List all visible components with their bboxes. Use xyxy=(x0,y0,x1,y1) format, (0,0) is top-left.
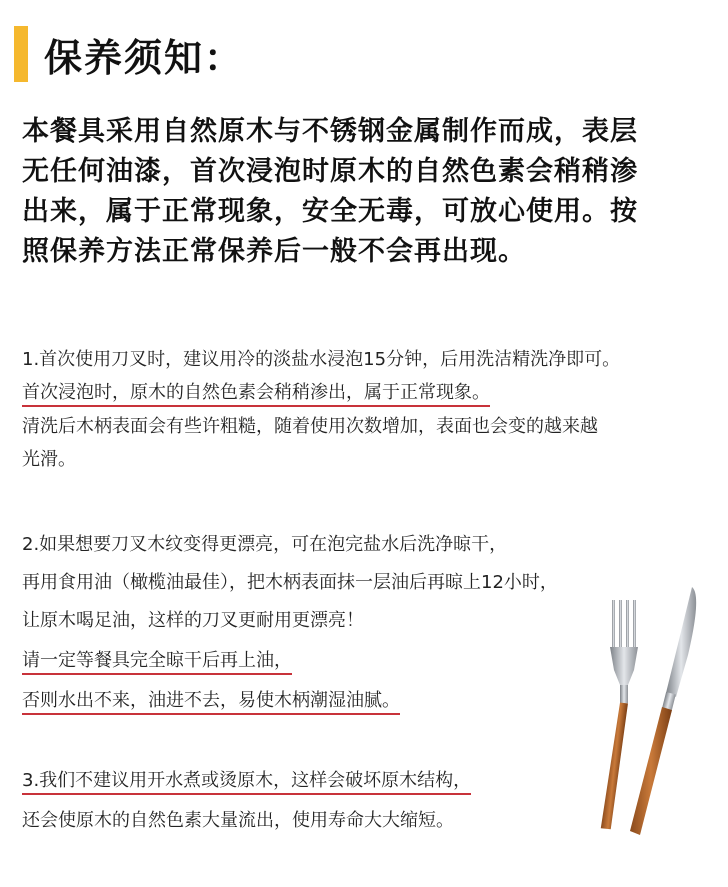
intro-line: 无任何油漆，首次浸泡时原木的自然色素会稍稍渗 xyxy=(22,156,638,187)
intro-line: 照保养方法正常保养后一般不会再出现。 xyxy=(22,236,526,267)
intro-line: 本餐具采用自然原木与不锈钢金属制作而成，表层 xyxy=(22,116,638,147)
section1-line3: 清洗后木柄表面会有些许粗糙，随着使用次数增加，表面也会变的越来越 xyxy=(22,416,598,437)
section2-line5-text: 否则水出不来，油进不去，易使木柄潮湿油腻。 xyxy=(22,690,400,715)
section2-line2: 再用食用油（橄榄油最佳），把木柄表面抹一层油后再晾上12小时， xyxy=(22,572,558,593)
intro-line: 出来，属于正常现象，安全无毒，可放心使用。按 xyxy=(22,196,638,227)
section3-line1-text: 3.我们不建议用开水煮或烫原木，这样会破坏原木结构， xyxy=(22,770,471,795)
section1-line2-text: 首次浸泡时，原木的自然色素会稍稍渗出，属于正常现象。 xyxy=(22,382,490,407)
knife-icon xyxy=(630,587,696,835)
section2-line5 xyxy=(22,686,400,712)
section2-line1: 2.如果想要刀叉木纹变得更漂亮，可在泡完盐水后洗净晾干， xyxy=(22,534,508,555)
section1-line4: 光滑。 xyxy=(22,449,76,470)
section2-line4-text: 请一定等餐具完全晾干后再上油， xyxy=(22,650,292,675)
section3-line1 xyxy=(22,766,471,792)
section2-line4 xyxy=(22,646,292,672)
section1-line1: 1.首次使用刀叉时，建议用冷的淡盐水浸泡15分钟，后用洗洁精洗净即可。 xyxy=(22,349,621,370)
section1-line2 xyxy=(22,378,490,404)
fork-icon xyxy=(601,600,638,830)
section3-line2: 还会使原木的自然色素大量流出，使用寿命大大缩短。 xyxy=(22,810,454,831)
title-block xyxy=(14,26,244,82)
fork-knife-illustration xyxy=(590,585,710,845)
section2-line3: 让原木喝足油，这样的刀叉更耐用更漂亮！ xyxy=(22,610,364,631)
intro-paragraph xyxy=(22,112,712,272)
page-title: 保养须知： xyxy=(44,35,245,80)
title-accent-bar xyxy=(14,26,28,82)
